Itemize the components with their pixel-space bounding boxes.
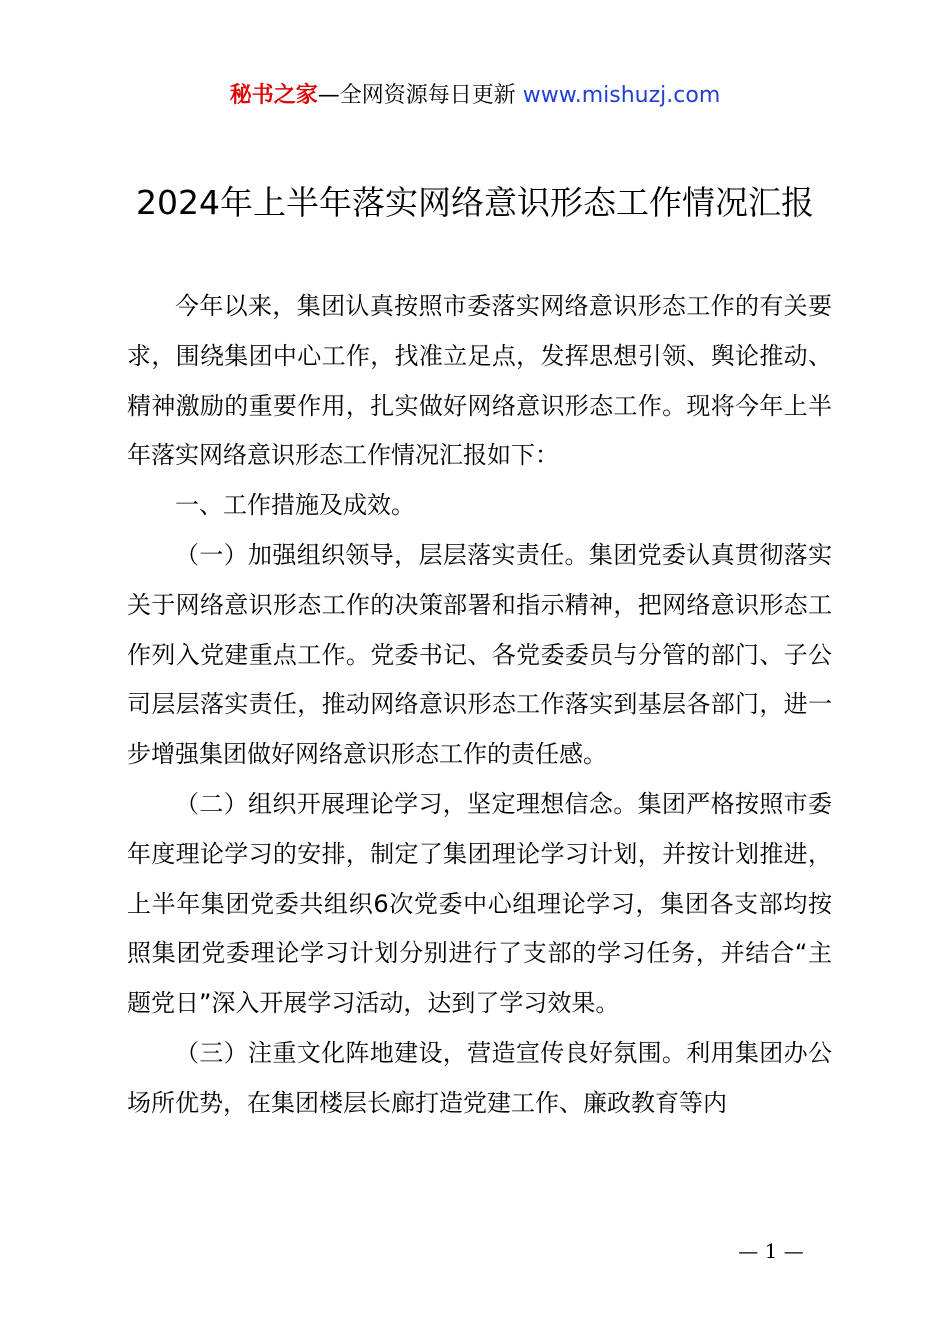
site-header [0,80,950,112]
header-slogan: —全网资源每日更新 [317,83,523,108]
paragraph-item-3: （三）注重文化阵地建设，营造宣传良好氛围。利用集团办公场所优势，在集团楼层长廊打造党建工作、廉政教育等内 [127,1038,832,1117]
header-url[interactable]: www.mishuzj.com [522,83,721,108]
paragraph-item-1: （一）加强组织领导，层层落实责任。集团党委认真贯彻落实关于网络意识形态工作的决策部署和指示精神，把网络意识形态工作列入党建重点工作。党委书记、各党委委员与分管的部门、子公司层层落实责任，推动网络意识形态工作落实到基层各部门，进一步增强集团做好网络意识形态工作的责任感。 [127,540,832,769]
page-number: — 1 — [738,1239,804,1263]
document-body [127,282,832,1129]
paragraph-item-2: （二）组织开展理论学习，坚定理想信念。集团严格按照市委年度理论学习的安排，制定了集团理论学习计划，并按计划推进，上半年集团党委共组织6次党委中心组理论学习，集团各支部均按照集团党委理论学习计划分别进行了支部的学习任务，并结合“主题党日”深入开展学习活动，达到了学习效果。 [127,789,832,1018]
brand-name: 秘书之家 [229,83,318,108]
section-heading-1: 一、工作措施及成效。 [175,491,415,520]
paragraph-intro: 今年以来，集团认真按照市委落实网络意识形态工作的有关要求，围绕集团中心工作，找准立足点，发挥思想引领、舆论推动、精神激励的重要作用，扎实做好网络意识形态工作。现将今年上半年落实网络意识形态工作情况汇报如下： [127,292,832,470]
document-title: 2024年上半年落实网络意识形态工作情况汇报 [136,183,814,222]
